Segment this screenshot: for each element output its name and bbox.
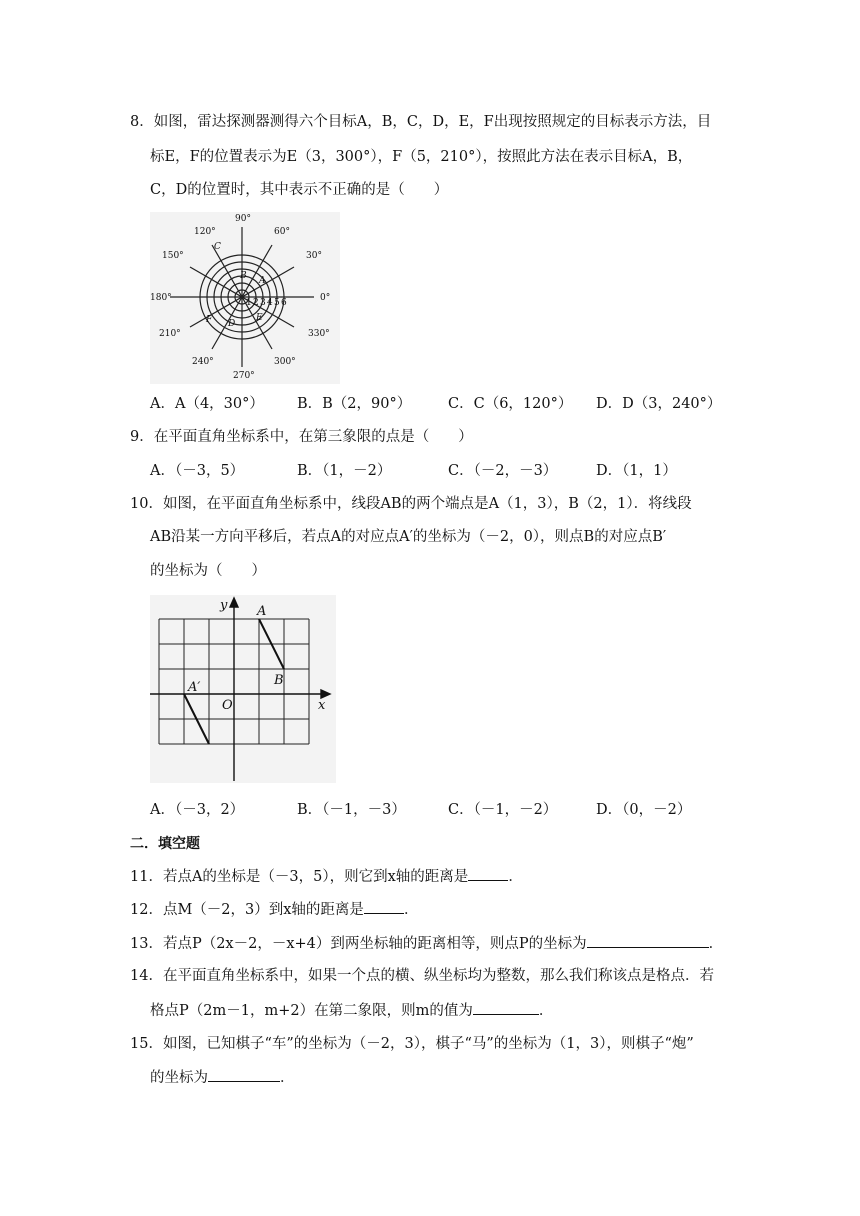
q15-period: ． — [280, 1070, 295, 1086]
q8-text-line1: 如图，雷达探测器测得六个目标A，B，C，D，E，F出现按照规定的目标表示方法，目 — [153, 114, 712, 130]
q11-period: ． — [508, 869, 523, 885]
radar-angle-90: 90° — [235, 214, 251, 224]
q12-line — [130, 899, 418, 920]
q10-option-d[interactable]: D．（0，－2） — [596, 802, 692, 818]
radar-ring-1: 1 — [246, 298, 252, 308]
axis-x-label: x — [318, 698, 326, 713]
radar-angle-60: 60° — [274, 227, 290, 237]
q11-text: 若点A的坐标是（－3，5），则它到x轴的距离是 — [162, 869, 469, 885]
q8-text-line3: C，D的位置时，其中表示不正确的是（ ） — [150, 182, 449, 198]
radar-point-F: F — [206, 315, 213, 325]
radar-ring-2: 2 — [253, 298, 259, 308]
radar-point-E: E — [256, 313, 263, 323]
q13-text: 若点P（2x－2，－x+4）到两坐标轴的距离相等，则点P的坐标为 — [162, 936, 587, 952]
radar-point-A: A — [259, 276, 266, 286]
q9-text: 在平面直角坐标系中，在第三象限的点是（ ） — [153, 429, 473, 445]
point-A-label: A — [257, 604, 267, 619]
q10-text-line1: 如图，在平面直角坐标系中，线段AB的两个端点是A（1，3），B（2，1）．将线段 — [162, 496, 692, 512]
radar-angle-330: 330° — [308, 329, 330, 339]
q15-answer-blank[interactable] — [208, 1067, 280, 1082]
q14-period: ． — [538, 1003, 554, 1019]
origin-label: O — [222, 698, 233, 713]
radar-point-C: C — [214, 242, 221, 252]
q12-answer-blank[interactable] — [364, 899, 404, 914]
q12-text: 点M（－2，3）到x轴的距离是 — [162, 902, 364, 918]
q10-option-a[interactable]: A．（－3，2） — [150, 802, 245, 818]
q15-line2 — [150, 1067, 295, 1088]
q8-option-d[interactable]: D．D（3，240°） — [596, 396, 722, 412]
q9-option-b[interactable]: B．（1，－2） — [297, 463, 392, 479]
q15-number: 15． — [130, 1036, 163, 1052]
q10-text-line2: AB沿某一方向平移后，若点A的对应点A′的坐标为（－2，0），则点B的对应点B′ — [150, 529, 667, 545]
q9-option-c[interactable]: C．（－2，－3） — [448, 463, 558, 479]
q14-answer-blank[interactable] — [473, 1000, 539, 1015]
q8-line1 — [130, 112, 711, 132]
radar-angle-150: 150° — [162, 251, 184, 261]
q13-period: ． — [708, 936, 724, 952]
q14-text-line1: 在平面直角坐标系中，如果一个点的横、纵坐标均为整数，那么我们称该点是格点．若 — [162, 968, 714, 984]
q14-text-line2: 格点P（2m－1，m+2）在第二象限，则m的值为 — [150, 1003, 473, 1019]
q11-line — [130, 866, 523, 887]
q8-text-line2: 标E，F的位置表示为E（3，300°），F（5，210°），按照此方法在表示目标A，B， — [150, 149, 693, 165]
radar-diagram — [150, 212, 340, 384]
radar-ring-4: 4 — [267, 298, 273, 308]
q13-line — [130, 933, 723, 954]
q10-line1 — [130, 494, 692, 514]
radar-angle-240: 240° — [192, 357, 214, 367]
radar-ring-6: 6 — [281, 298, 287, 308]
radar-angle-30: 30° — [306, 251, 322, 261]
radar-angle-120: 120° — [194, 227, 216, 237]
radar-angle-210: 210° — [159, 329, 181, 339]
q13-answer-blank[interactable] — [587, 933, 709, 948]
q8-option-b[interactable]: B．B（2，90°） — [297, 396, 412, 412]
q15-text-line2: 的坐标为 — [150, 1070, 208, 1086]
q9-option-d[interactable]: D．（1，1） — [596, 463, 677, 479]
radar-angle-0: 0° — [320, 293, 331, 303]
q8-number: 8． — [130, 114, 154, 130]
q11-number: 11． — [130, 869, 163, 885]
point-A-prime-label: A′ — [188, 680, 201, 695]
coordinate-grid-diagram — [150, 595, 336, 783]
axis-y-label: y — [220, 598, 228, 613]
q12-period: ． — [403, 902, 419, 918]
radar-angle-300: 300° — [274, 357, 296, 367]
radar-ring-5: 5 — [274, 298, 280, 308]
q10-option-c[interactable]: C．（－1，－2） — [448, 802, 558, 818]
q14-number: 14． — [130, 968, 163, 984]
q9-line — [130, 427, 473, 447]
point-B-label: B — [274, 673, 284, 688]
q8-option-a[interactable]: A．A（4，30°） — [150, 396, 264, 412]
radar-point-B: B — [240, 271, 247, 281]
section-fill-in-blank-title: 二．填空题 — [130, 836, 200, 852]
q11-answer-blank[interactable] — [468, 866, 508, 881]
q14-line2 — [150, 1000, 553, 1021]
radar-ring-3: 3 — [260, 298, 266, 308]
q15-line1 — [130, 1034, 694, 1054]
q9-option-a[interactable]: A．（－3，5） — [150, 463, 245, 479]
q10-number: 10． — [130, 496, 163, 512]
q10-text-line3: 的坐标为（ ） — [150, 563, 266, 579]
q8-option-c[interactable]: C．C（6，120°） — [448, 396, 573, 412]
radar-angle-270: 270° — [233, 371, 255, 381]
q12-number: 12． — [130, 902, 163, 918]
q9-number: 9． — [130, 429, 154, 445]
q15-text-line1: 如图，已知棋子“车”的坐标为（－2，3），棋子“马”的坐标为（1，3），则棋子“炮” — [162, 1036, 694, 1052]
q14-line1 — [130, 966, 714, 986]
q10-option-b[interactable]: B．（－1，－3） — [297, 802, 406, 818]
radar-angle-180: 180° — [150, 293, 172, 303]
radar-point-D: D — [228, 319, 236, 329]
q13-number: 13． — [130, 936, 163, 952]
